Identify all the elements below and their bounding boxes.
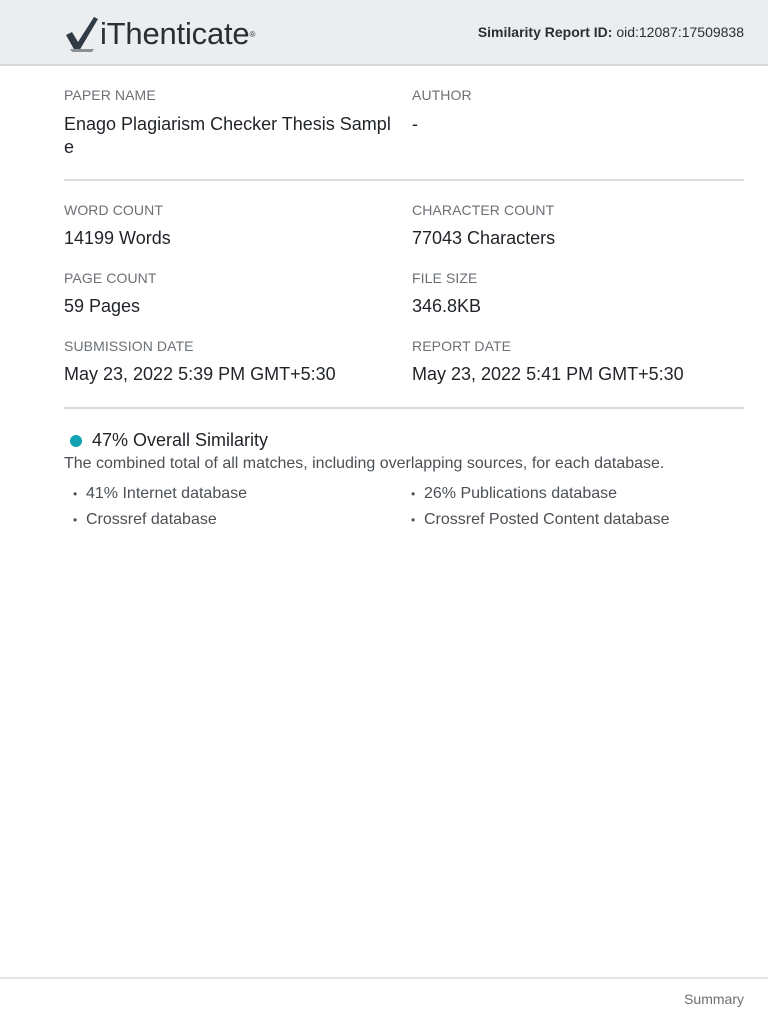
database-list-right [402, 483, 669, 535]
author-field [412, 87, 472, 136]
overall-similarity-text: 47% Overall Similarity [92, 430, 269, 450]
list-item: • 26% Publications database [402, 483, 669, 509]
divider [64, 407, 744, 409]
submission-date-value: May 23, 2022 5:39 PM GMT+5:30 [64, 364, 336, 384]
author-value: - [412, 114, 418, 134]
ithenticate-logo [64, 14, 255, 54]
file-size-field [412, 270, 481, 318]
page-count-value: 59 Pages [64, 296, 141, 316]
report-date-label: REPORT DATE [412, 338, 512, 354]
submission-date-field [64, 338, 336, 386]
report-id-value: oid:12087:17509838 [616, 24, 744, 40]
similarity-dot-icon [70, 435, 82, 447]
report-id-label: Similarity Report ID: [477, 24, 613, 40]
list-item: • Crossref database [64, 509, 247, 535]
database-list-left [64, 483, 247, 535]
paper-name-field [64, 87, 394, 159]
report-id [478, 24, 744, 40]
character-count-value: 77043 Characters [412, 228, 556, 248]
word-count-label: WORD COUNT [64, 202, 163, 218]
registered-mark: ® [249, 29, 256, 39]
report-date-field [412, 338, 684, 386]
footer-divider [0, 977, 768, 979]
paper-name-value: Enago Plagiarism Checker Thesis Sampl e [64, 114, 391, 157]
footer-summary-label: Summary [684, 991, 744, 1007]
page-count-label: PAGE COUNT [64, 270, 157, 286]
file-size-value: 346.8KB [412, 296, 482, 316]
file-size-label: FILE SIZE [412, 270, 478, 286]
submission-date-label: SUBMISSION DATE [64, 338, 194, 354]
word-count-value: 14199 Words [64, 228, 171, 248]
word-count-field [64, 202, 171, 250]
list-item: • Crossref Posted Content database [402, 509, 669, 535]
author-label: AUTHOR [412, 87, 472, 103]
divider [64, 179, 744, 181]
report-header [0, 0, 768, 66]
logo-text: iThenticate [100, 16, 250, 51]
list-item: • 41% Internet database [64, 483, 247, 509]
report-date-value: May 23, 2022 5:41 PM GMT+5:30 [412, 364, 684, 384]
similarity-description: The combined total of all matches, including overlapping sources, for each database. [64, 455, 665, 472]
overall-similarity-heading [70, 430, 268, 451]
paper-name-label: PAPER NAME [64, 87, 156, 103]
page-count-field [64, 270, 157, 318]
character-count-field [412, 202, 555, 250]
character-count-label: CHARACTER COUNT [412, 202, 555, 218]
checkmark-icon [64, 15, 98, 53]
